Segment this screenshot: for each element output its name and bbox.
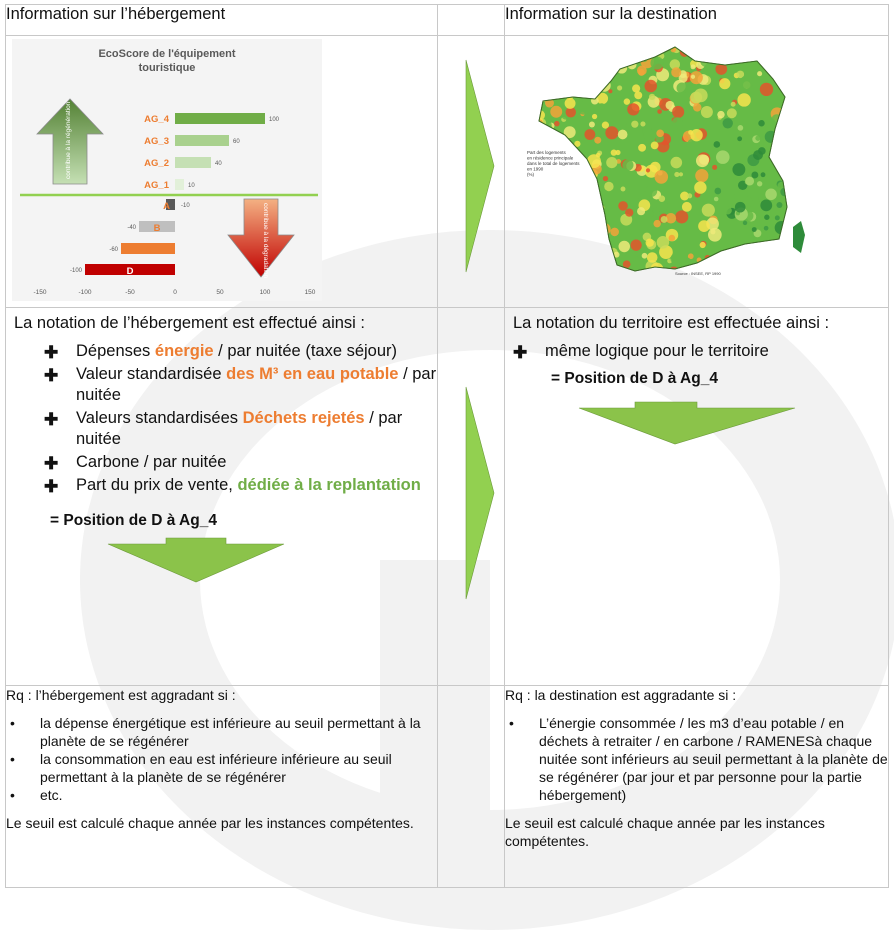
remarks-spacer xyxy=(438,686,505,888)
chart-category-label: AG_1 xyxy=(144,180,169,191)
dot-bullet-icon: • xyxy=(10,787,15,803)
remarks-row xyxy=(6,686,889,888)
list-item-text: la consommation en eau est inférieure inférieure au seuil permettant à la planète de se régénérer xyxy=(40,751,392,785)
chart-title-line2: touristique xyxy=(138,62,196,74)
list-item-text: / par nuitée xyxy=(76,365,437,404)
list-item xyxy=(44,364,437,406)
chart-value-label: 40 xyxy=(215,161,222,167)
map-legend-line: en 1990 xyxy=(527,166,544,172)
green-arrow-down-icon xyxy=(106,536,366,586)
chart-tick-label: 150 xyxy=(304,289,316,296)
list-item-text: L’énergie consommée / les m3 d’eau potable / en déchets à retraiter / en carbone / RAMENESà chaque nuitée sont inférieurs au seuil permettant à la planète de se régénérer (par jour et par personne pour la partie hébergement) xyxy=(539,715,888,803)
chart-value-label: -60 xyxy=(109,247,118,253)
list-item-text: Part du prix de vente, xyxy=(76,476,238,494)
dot-bullet-icon: • xyxy=(10,715,15,731)
map-legend-line: en résidence principale xyxy=(527,155,574,161)
map-legend-line: Part des logements xyxy=(527,150,566,155)
chart-bar xyxy=(175,113,265,124)
chart-value-label: -40 xyxy=(127,225,136,231)
list-item xyxy=(44,341,437,362)
plus-bullet-icon: ✚ xyxy=(44,366,59,385)
chart-tick-label: -100 xyxy=(78,289,92,296)
list-item xyxy=(513,341,888,362)
remarks-left-list xyxy=(6,714,437,804)
chart-category-label: C xyxy=(144,245,152,256)
down-arrow-label: contribue à la dégradation xyxy=(262,203,269,279)
remarks-left-lead: Rq : l’hébergement est aggradant si : xyxy=(6,687,236,703)
plus-bullet-icon: ✚ xyxy=(44,343,59,362)
notation-row xyxy=(6,308,889,686)
list-item xyxy=(6,750,437,786)
remarks-right-list xyxy=(505,714,888,804)
list-item-highlight: des M³ en eau potable xyxy=(226,365,399,383)
chart-bar xyxy=(175,135,229,146)
header-left: Information sur l’hébergement xyxy=(6,5,438,36)
map-legend-line: dans le total de logements xyxy=(527,161,580,166)
map-legend-line: (%) xyxy=(527,172,534,177)
france-map-cell xyxy=(505,36,889,308)
remarks-left-seuil: Le seuil est calculé chaque année par les instances compétentes. xyxy=(6,815,414,831)
chart-value-label: 10 xyxy=(188,183,195,189)
chart-category-label: AG_3 xyxy=(144,136,169,147)
list-item-text: / par nuitée xyxy=(76,409,403,448)
notation-left-cell xyxy=(6,308,438,686)
ecoscore-chart-cell xyxy=(6,36,438,308)
notation-left-list xyxy=(6,341,437,496)
green-arrow-right-icon xyxy=(460,58,500,278)
list-item-text: etc. xyxy=(40,787,63,803)
chart-tick-label: -150 xyxy=(33,289,47,296)
plus-bullet-icon: ✚ xyxy=(513,343,528,362)
remarks-right-cell xyxy=(505,686,889,888)
list-item-text: Valeurs standardisées xyxy=(76,409,243,427)
list-item xyxy=(6,714,437,750)
corsica-shape xyxy=(793,221,805,253)
remarks-left-cell xyxy=(6,686,438,888)
header-right: Information sur la destination xyxy=(505,5,889,36)
chart-tick-label: 50 xyxy=(216,289,224,296)
list-item xyxy=(44,475,437,496)
list-item-text: Carbone / par nuitée xyxy=(76,453,227,471)
green-arrow-right-icon xyxy=(460,385,500,605)
list-item-text: Valeur standardisée xyxy=(76,365,227,383)
image-row xyxy=(6,36,889,308)
plus-bullet-icon: ✚ xyxy=(44,410,59,429)
list-item-text: la dépense énergétique est inférieure au seuil permettant à la planète de se régénérer xyxy=(40,715,421,749)
chart-value-label: 100 xyxy=(269,117,280,123)
remarks-right-seuil: Le seuil est calculé chaque année par les instances compétentes. xyxy=(505,815,825,849)
chart-bar xyxy=(175,179,184,190)
plus-bullet-icon: ✚ xyxy=(44,454,59,473)
chart-category-label: AG_4 xyxy=(144,114,169,125)
map-source: Source : INSEE, RP 1990 xyxy=(675,271,721,276)
list-item xyxy=(6,786,437,804)
chart-category-label: B xyxy=(153,223,161,234)
comparison-table xyxy=(5,4,889,888)
chart-tick-label: 100 xyxy=(259,289,271,296)
notation-left-position: = Position de D à Ag_4 xyxy=(50,512,217,529)
notation-left-lead: La notation de l’hébergement est effectué ainsi : xyxy=(14,314,366,332)
chart-value-label: -100 xyxy=(69,268,82,274)
list-item xyxy=(505,714,888,804)
list-item-text: même logique pour le territoire xyxy=(545,342,769,360)
header-row xyxy=(6,5,889,36)
dot-bullet-icon: • xyxy=(10,751,15,767)
list-item xyxy=(44,452,437,473)
plus-bullet-icon: ✚ xyxy=(44,477,59,496)
notation-right-position: = Position de D à Ag_4 xyxy=(551,370,718,387)
up-arrow-label: contribue à la régénération xyxy=(65,101,72,179)
list-item xyxy=(44,408,437,450)
notation-right-list xyxy=(505,341,888,362)
ecoscore-chart xyxy=(12,39,322,301)
dot-bullet-icon: • xyxy=(509,715,514,731)
chart-value-label: 60 xyxy=(233,139,240,145)
notation-right-lead: La notation du territoire est effectuée ainsi : xyxy=(513,314,830,332)
notation-right-cell xyxy=(505,308,889,686)
chart-category-label: A xyxy=(163,201,170,212)
chart-category-label: D xyxy=(126,266,134,277)
list-item-text: / par nuitée (taxe séjour) xyxy=(213,342,398,360)
chart-title-line1: EcoScore de l'équipement xyxy=(98,48,236,60)
chart-category-label: AG_2 xyxy=(144,158,169,169)
list-item-text: Dépenses xyxy=(76,342,155,360)
chart-bar xyxy=(175,157,211,168)
remarks-right-lead: Rq : la destination est aggradante si : xyxy=(505,687,737,703)
chart-value-label: -10 xyxy=(181,203,190,209)
green-arrow-down-icon xyxy=(575,400,815,450)
chart-tick-label: 0 xyxy=(173,289,177,296)
list-item-highlight: dédiée à la replantation xyxy=(237,476,421,494)
list-item-highlight: Déchets rejetés xyxy=(242,409,365,427)
france-map xyxy=(525,39,825,279)
list-item-highlight: énergie xyxy=(154,342,214,360)
header-spacer xyxy=(438,5,505,36)
chart-tick-label: -50 xyxy=(125,289,135,296)
